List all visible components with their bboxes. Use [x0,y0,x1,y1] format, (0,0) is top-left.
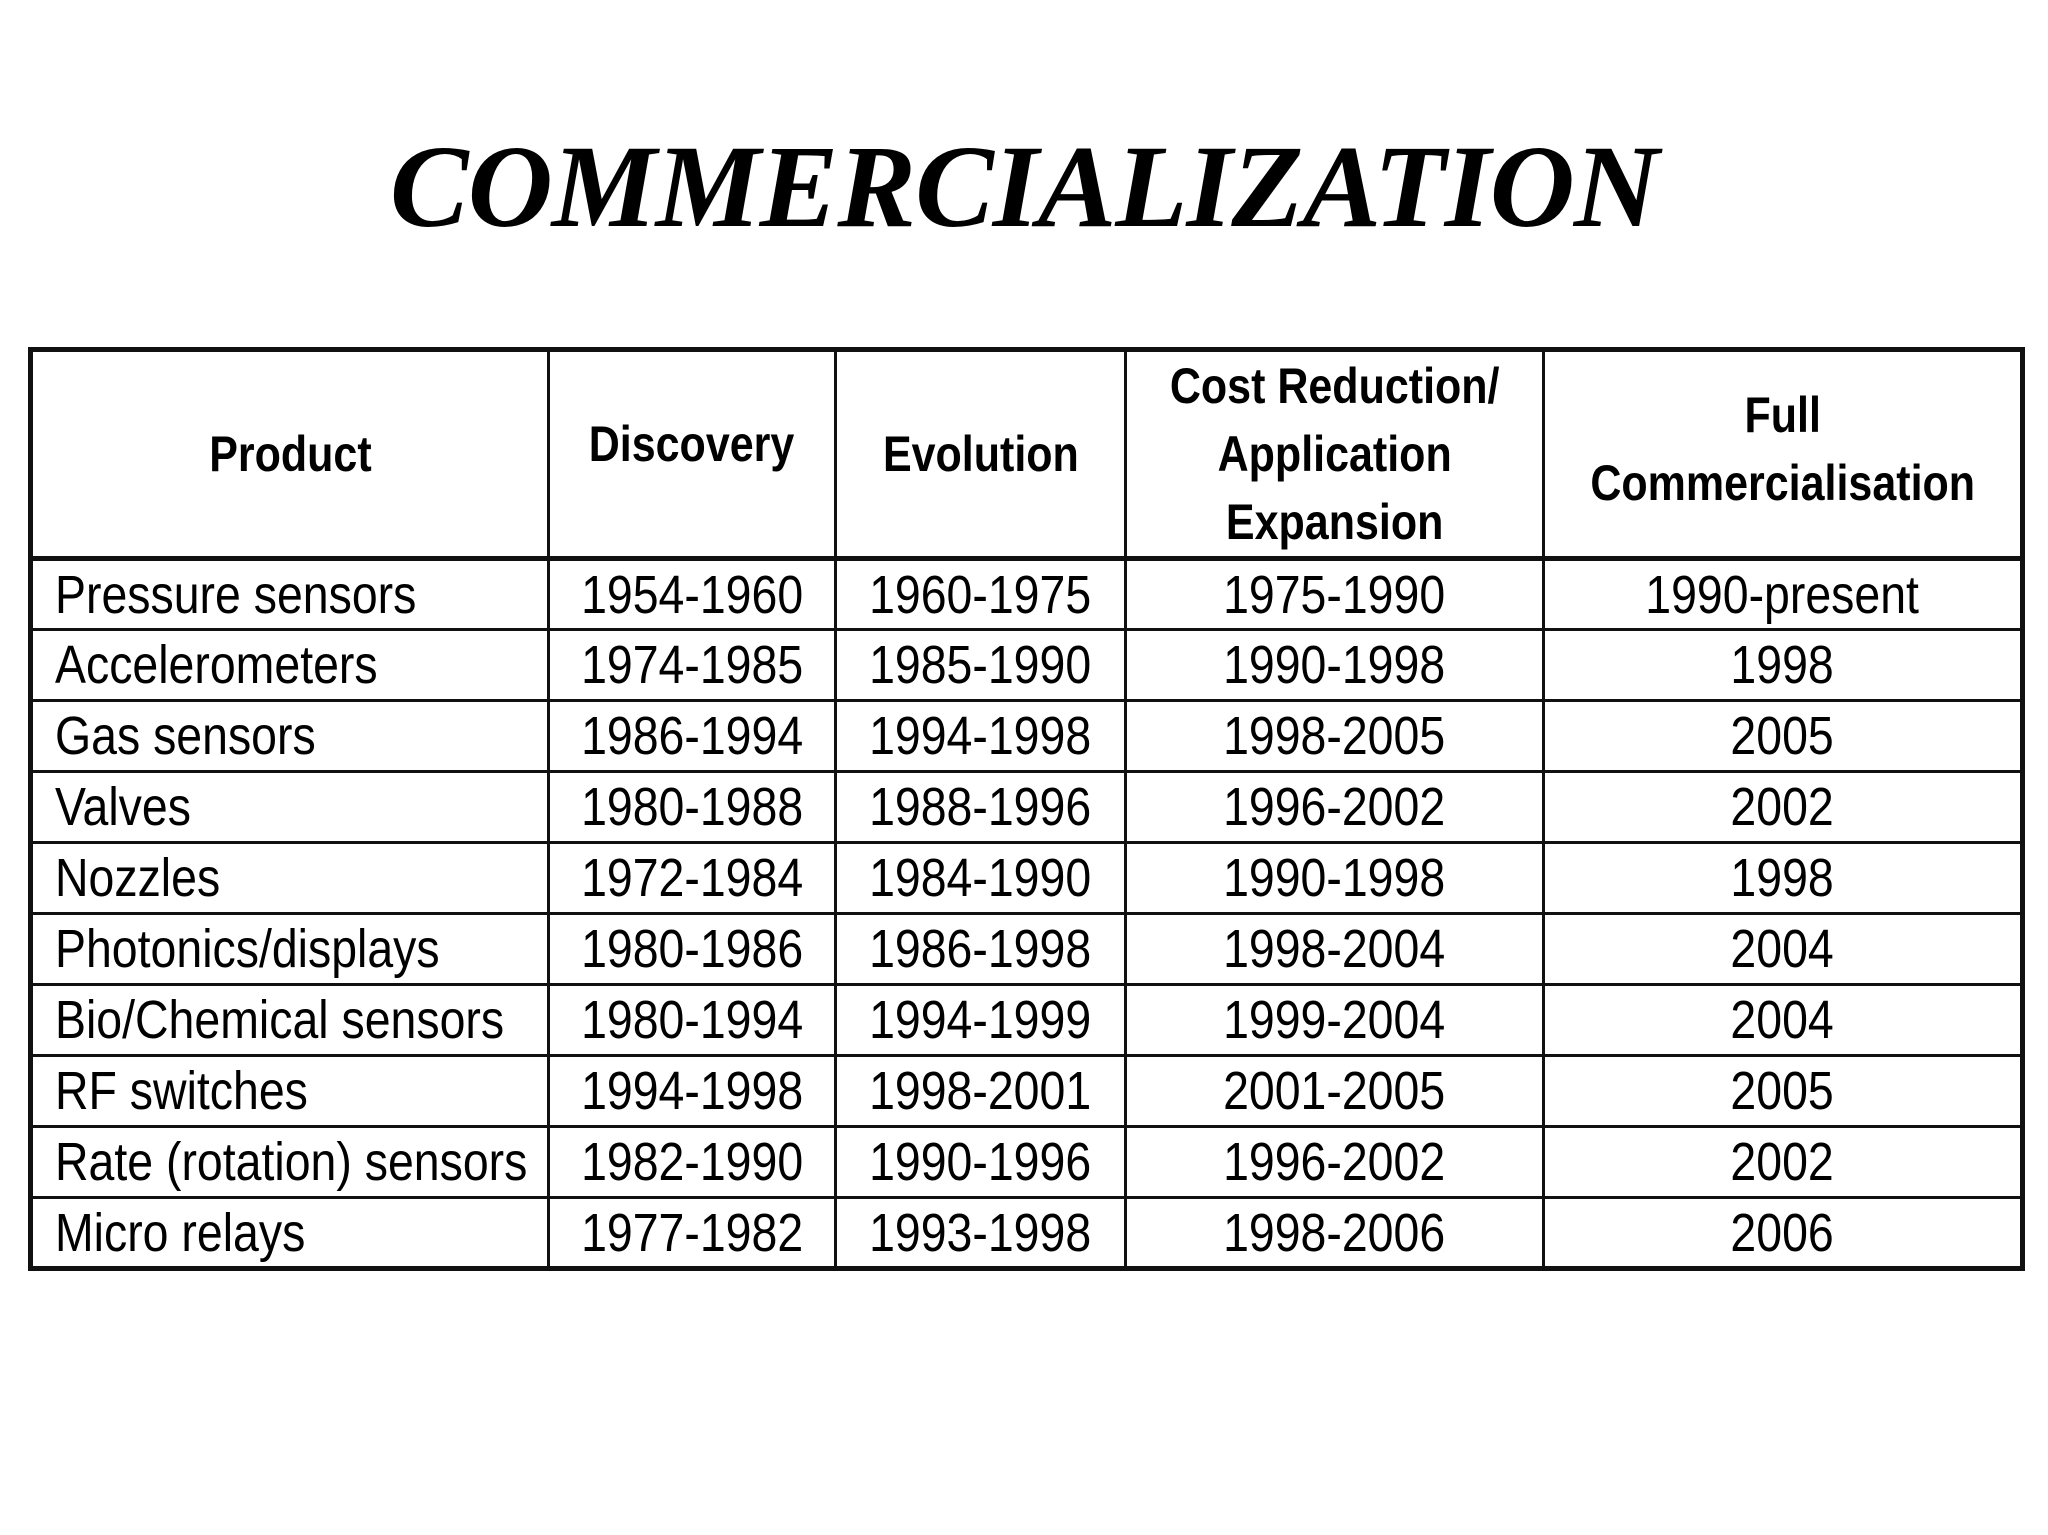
cell-text: 1996-2002 [1223,777,1446,837]
cell-text: 1986-1994 [580,706,804,766]
cell-text: Valves [55,777,191,837]
cell-text: 1990-1996 [869,1132,1092,1192]
cell-text: Photonics/displays [55,919,440,979]
table-row [31,985,2023,1056]
table-header [31,350,2023,559]
cell-discovery [549,1127,836,1198]
cell-text: Bio/Chemical sensors [55,990,505,1050]
header-evolution: Evolution [836,350,1126,559]
cell-text: Micro relays [55,1202,306,1263]
table-row [31,843,2023,914]
cell-evolution [836,843,1126,914]
cell-text: Rate (rotation) sensors [55,1132,528,1192]
cell-discovery [549,985,836,1056]
cell-text: 1986-1998 [869,919,1092,979]
cell-evolution [836,772,1126,843]
cell-full-commercialisation [1544,559,2023,630]
cell-text: 1984-1990 [869,848,1092,908]
table-row [31,701,2023,772]
cell-text: 1998-2005 [1223,706,1446,766]
cell-discovery [549,1198,836,1269]
cell-product [31,914,549,985]
cell-evolution [836,1056,1126,1127]
cell-full-commercialisation [1544,985,2023,1056]
cell-cost-reduction [1126,772,1544,843]
cell-discovery [549,1056,836,1127]
cell-product [31,1127,549,1198]
cell-text: 1994-1999 [869,990,1092,1050]
cell-text: 1999-2004 [1223,990,1446,1050]
cell-cost-reduction [1126,1198,1544,1269]
cell-text: 1998-2004 [1223,919,1446,979]
table-row [31,1056,2023,1127]
cell-product [31,1056,549,1127]
cell-evolution [836,985,1126,1056]
cell-discovery [549,559,836,630]
cell-text: 2002 [1730,777,1835,837]
cell-text: 1980-1988 [580,777,804,837]
cell-text: 1994-1998 [580,1061,804,1121]
cell-product [31,1198,549,1269]
cell-evolution [836,630,1126,701]
cell-evolution [836,1127,1126,1198]
cell-full-commercialisation [1544,1127,2023,1198]
cell-text: 1960-1975 [869,564,1092,625]
cell-text: 2004 [1730,990,1835,1050]
cell-full-commercialisation [1544,843,2023,914]
cell-text: 1982-1990 [580,1132,804,1192]
cell-text: 1972-1984 [580,848,804,908]
cell-text: 1990-1998 [1223,848,1446,908]
cell-full-commercialisation [1544,772,2023,843]
cell-text: 1990-present [1645,564,1920,625]
header-product: Product [31,350,549,559]
cell-text: 2001-2005 [1223,1061,1446,1121]
cell-text: 1974-1985 [580,635,804,695]
cell-text: 2006 [1730,1202,1835,1263]
cell-text: 1980-1986 [580,919,804,979]
header-full-commercialisation: Full Commercialisation [1544,350,2023,559]
cell-full-commercialisation [1544,1198,2023,1269]
cell-full-commercialisation [1544,701,2023,772]
header-discovery: Discovery [549,350,836,559]
cell-product [31,559,549,630]
table-row [31,914,2023,985]
cell-cost-reduction [1126,914,1544,985]
cell-full-commercialisation [1544,914,2023,985]
cell-text: 1977-1982 [580,1202,804,1263]
cell-text: 1980-1994 [580,990,804,1050]
cell-cost-reduction [1126,843,1544,914]
cell-product [31,985,549,1056]
header-row [31,350,2023,559]
cell-text: 1988-1996 [869,777,1092,837]
table-row [31,1127,2023,1198]
header-cost-reduction: Cost Reduction/ Application Expansion [1126,350,1544,559]
table-row [31,630,2023,701]
cell-product [31,772,549,843]
cell-text: Pressure sensors [55,564,417,625]
table-row [31,1198,2023,1269]
cell-cost-reduction [1126,1056,1544,1127]
cell-text: 1975-1990 [1223,564,1446,625]
cell-cost-reduction [1126,630,1544,701]
table-row [31,772,2023,843]
cell-evolution [836,1198,1126,1269]
cell-text: 1998-2001 [869,1061,1092,1121]
cell-product [31,630,549,701]
cell-evolution [836,701,1126,772]
cell-text: 1954-1960 [580,564,804,625]
cell-text: RF switches [55,1061,308,1121]
cell-full-commercialisation [1544,1056,2023,1127]
cell-text: 2004 [1730,919,1835,979]
cell-discovery [549,772,836,843]
cell-full-commercialisation [1544,630,2023,701]
cell-text: 2005 [1730,706,1835,766]
commercialization-table-container [28,347,2025,1271]
cell-cost-reduction [1126,559,1544,630]
cell-cost-reduction [1126,985,1544,1056]
cell-text: 1985-1990 [869,635,1092,695]
cell-product [31,843,549,914]
cell-text: 1998 [1730,848,1835,908]
cell-discovery [549,701,836,772]
commercialization-table [28,347,2025,1271]
cell-product [31,701,549,772]
cell-text: 1990-1998 [1223,635,1446,695]
slide-title: COMMERCIALIZATION [389,121,1659,252]
cell-cost-reduction [1126,701,1544,772]
cell-text: 2002 [1730,1132,1835,1192]
cell-discovery [549,914,836,985]
cell-cost-reduction [1126,1127,1544,1198]
cell-text: 1998-2006 [1223,1202,1446,1263]
cell-text: Nozzles [55,848,221,908]
cell-text: 1996-2002 [1223,1132,1446,1192]
cell-text: 1993-1998 [869,1202,1092,1263]
cell-evolution [836,559,1126,630]
cell-evolution [836,914,1126,985]
cell-discovery [549,630,836,701]
cell-text: 2005 [1730,1061,1835,1121]
table-body [31,559,2023,1269]
table-row [31,559,2023,630]
cell-text: 1998 [1730,635,1835,695]
cell-text: Gas sensors [55,706,316,766]
cell-discovery [549,843,836,914]
cell-text: 1994-1998 [869,706,1092,766]
cell-text: Accelerometers [55,635,378,695]
